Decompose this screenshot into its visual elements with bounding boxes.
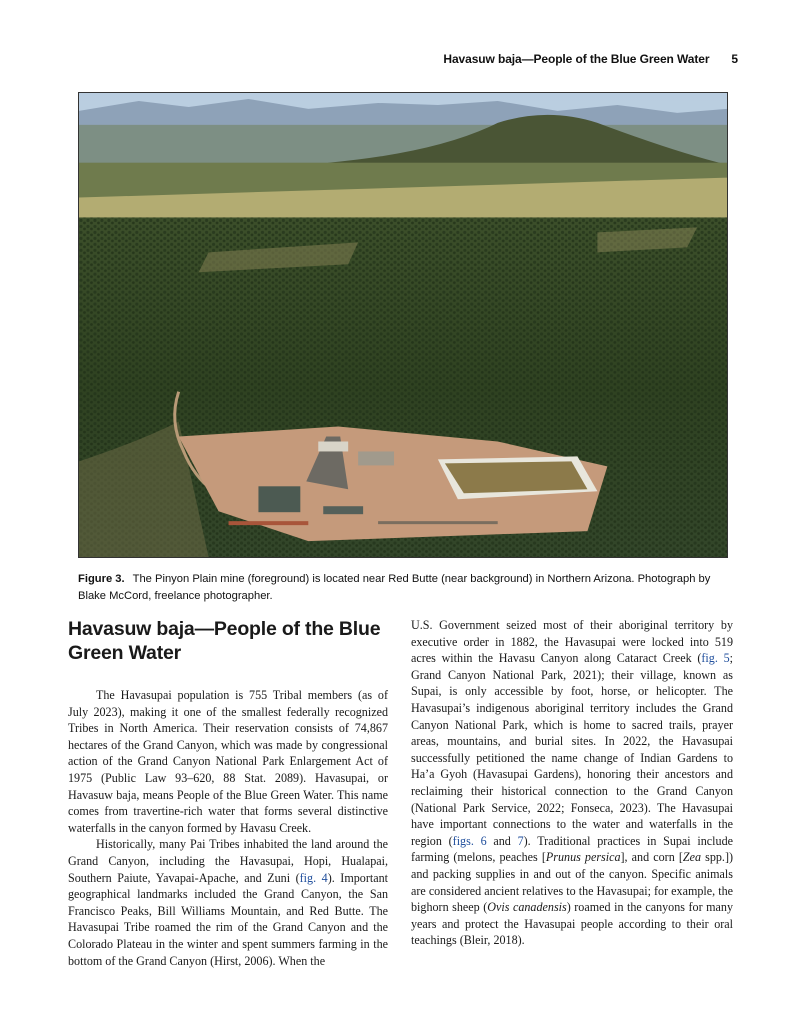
running-header (443, 52, 738, 66)
figure-caption-text: The Pinyon Plain mine (foreground) is located near Red Butte (near background) in Northern Arizona. Photograph by Blake McCord, freelance photographer. (78, 573, 711, 602)
figure-7-link[interactable]: 7 (517, 833, 524, 848)
running-title: Havasuw baja—People of the Blue Green Water (443, 52, 710, 66)
page-number: 5 (731, 52, 738, 66)
paragraph-1: The Havasupai population is 755 Tribal members (as of July 2023), making it one of the smallest federally recognized Tribes in North America. Their reservation consists of 74,867 hectares of the Grand Canyon, which was made by congressional action of the Grand Canyon National Park Enlargement Act of 1975 (Public Law 93–620, 88 Stat. 2089). Havasupai, or Havasuw baja, means People of the Blue Green Water. This name comes from travertine-rich water that forms several distinctive waterfalls in the canyon formed by Havasu Creek. (68, 688, 388, 835)
text-column-right (411, 617, 733, 949)
figure-5-link[interactable]: fig. 5 (701, 651, 730, 666)
scientific-name-ovis: Ovis canadensis (487, 900, 567, 915)
scientific-name-zea: Zea (682, 850, 702, 865)
section-title: Havasuw baja—People of the Blue Green Water (68, 618, 381, 664)
figure-caption (78, 571, 718, 605)
scientific-name-prunus: Prunus persica (545, 850, 621, 865)
figure-6-link[interactable]: figs. 6 (452, 833, 487, 848)
paragraph-2-start: Historically, many Pai Tribes inhabited the land around the Grand Canyon, including the Havasupai, Hopi, Hualapai, Southern Paiute, Yavapai-Apache, and Zuni (fig. 4). Important geographical landmarks included the Grand Canyon, the San Francisco Peaks, Bill Williams Mountain, and Red Butte. The Havasupai Tribe roamed the rim of the Grand Canyon and the Colorado Plateau in the winter and spent summers farming in the bottom of the Grand Canyon (Hirst, 2006). When the (68, 837, 388, 968)
figure-photo (78, 92, 728, 558)
figure-4-link[interactable]: fig. 4 (299, 870, 328, 885)
text-column-left (68, 617, 388, 969)
figure-label: Figure 3. (78, 573, 125, 585)
paragraph-2-continued: U.S. Government seized most of their aboriginal territory by executive order in 1882, the Havasupai were locked into 519 acres within the Havasu Canyon along Cataract Creek (fig. 5; Grand Canyon National Park, 2021); their village, known as Supai, is only accessible by foot, horse, or helicopter. The Havasupai’s indigenous aboriginal territory includes the Grand Canyon National Park, which is home to sacred trails, prayer areas, mountains, and burial sites. In 2022, the Havasupai successfully petitioned the name change of Indian Gardens to Ha’a Gyoh (Havasupai Gardens), honoring their ancestors and reclaiming their historical connection to the Grand Canyon (National Park Service, 2022; Fonseca, 2023). The Havasupai have important connections to the water and waterfalls in the region (figs. 6 and 7). Traditional practices in Supai include farming (melons, peaches [Prunus persica], and corn [Zea spp.]) and packing supplies in and out of the canyon. Specific animals are considered ancient relatives to the Havasupai; for example, the bighorn sheep (Ovis canadensis) roamed in the canyons for many years and protect the Havasupai people according to their oral teachings (Bleir, 2018). (411, 618, 734, 948)
